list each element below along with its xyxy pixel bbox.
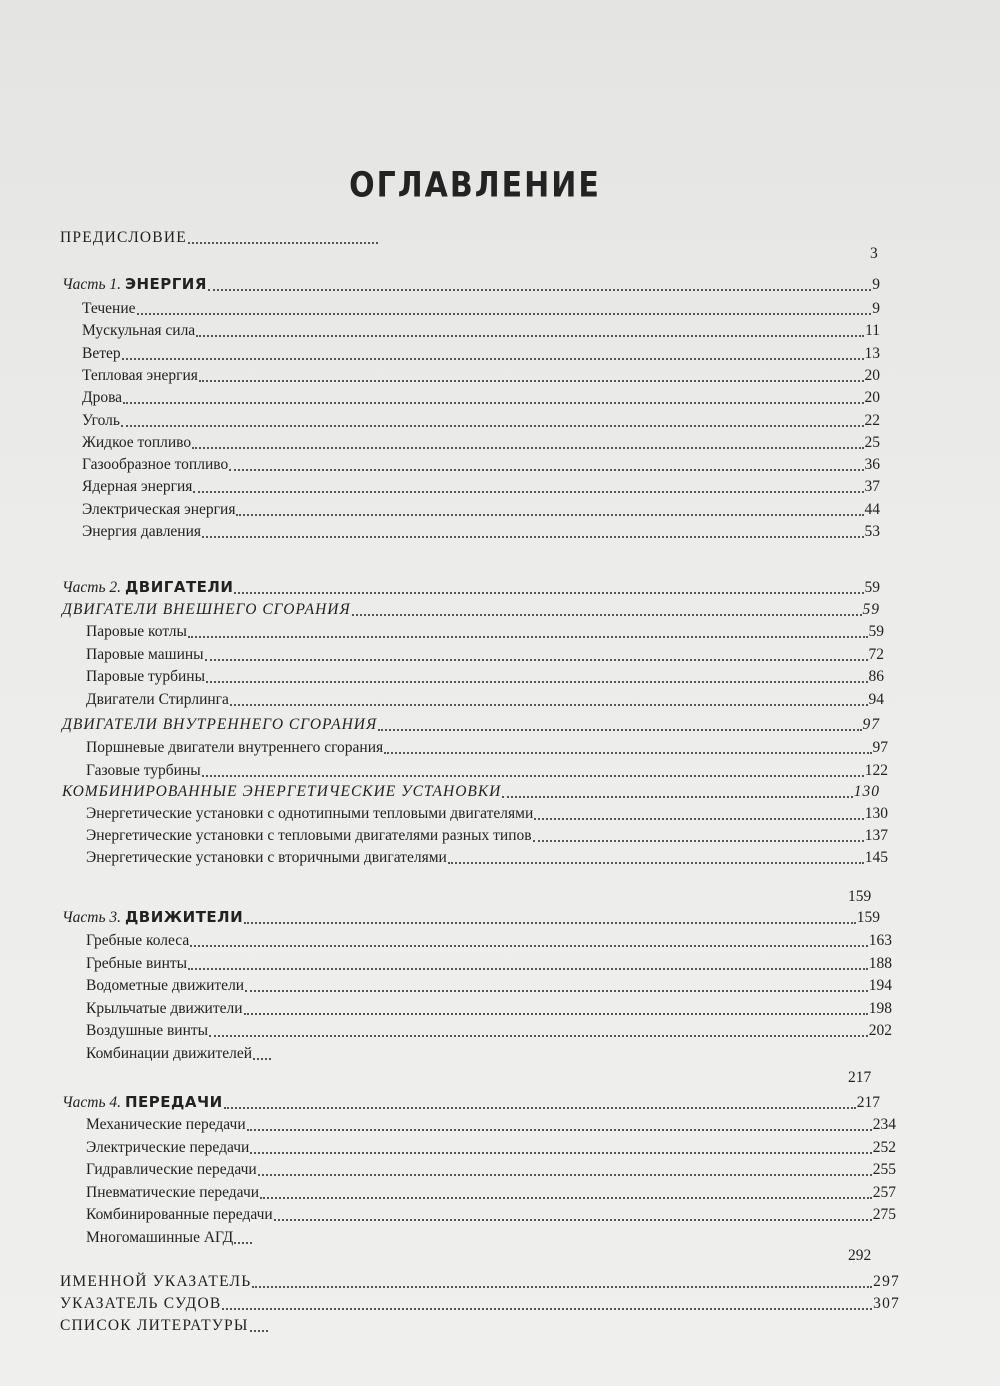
toc-label: Двигатели Стирлинга — [86, 690, 229, 708]
toc-page: 202 — [868, 1022, 892, 1039]
leader-dots — [209, 1034, 868, 1037]
toc-page: 20 — [864, 366, 880, 384]
toc-page: 25 — [864, 433, 880, 451]
toc-label: Газообразное топливо — [82, 456, 229, 474]
toc-page: 13 — [864, 344, 880, 362]
toc-entry — [82, 433, 880, 453]
leader-dots — [121, 424, 864, 427]
part-prefix: Часть 2. — [62, 579, 125, 596]
toc-label: Ветер — [82, 344, 121, 362]
toc-entry — [86, 645, 884, 665]
toc-entry — [86, 1138, 896, 1158]
toc-entry — [86, 738, 888, 758]
leader-dots — [245, 989, 868, 992]
toc-label: Жидкое топливо — [82, 433, 192, 451]
toc-page: 234 — [872, 1116, 896, 1133]
toc-entry — [86, 1228, 896, 1248]
leader-dots — [202, 535, 863, 538]
leader-dots — [253, 1057, 271, 1060]
toc-label: Паровые турбины — [86, 668, 206, 685]
toc-page: 59 — [864, 579, 880, 596]
toc-page: 94 — [868, 690, 884, 708]
toc-entry — [82, 299, 880, 319]
toc-section-combined — [62, 782, 880, 802]
toc-page: 59 — [868, 623, 884, 640]
toc-page: 130 — [853, 783, 880, 800]
toc-page: 257 — [872, 1183, 896, 1201]
toc-entry-preface — [60, 228, 880, 248]
toc-page: 86 — [868, 668, 884, 685]
toc-entry — [82, 477, 880, 497]
toc-entry — [86, 848, 888, 868]
part-name: ДВИЖИТЕЛИ — [124, 908, 244, 926]
leader-dots — [196, 334, 864, 337]
leader-dots — [448, 861, 864, 864]
leader-dots — [229, 468, 863, 471]
toc-entry — [86, 976, 892, 996]
toc-label: Крыльчатые движители — [86, 999, 243, 1017]
toc-label: ДВИГАТЕЛИ ВНУТРЕННЕГО СГОРАНИЯ — [62, 716, 378, 733]
toc-label: Воздушные винты — [86, 1022, 209, 1039]
leader-dots — [260, 1196, 872, 1199]
toc-page: 36 — [864, 456, 880, 474]
toc-label: Энергия давления — [82, 523, 202, 540]
toc-page: 255 — [872, 1161, 896, 1178]
toc-entry — [86, 1160, 896, 1180]
toc-entry — [86, 761, 888, 781]
toc-label: Энергетические установки с вторичными двигателями — [86, 849, 447, 866]
toc-label: Гребные колеса — [86, 932, 190, 949]
toc-entry — [86, 826, 888, 846]
toc-entry — [60, 1316, 900, 1336]
toc-entry — [86, 1021, 892, 1041]
toc-label: Паровые машины — [86, 645, 204, 663]
toc-page: 145 — [864, 849, 888, 866]
part-name: ДВИГАТЕЛИ — [124, 578, 234, 596]
toc-label: Тепловая энергия — [82, 366, 198, 384]
leader-dots — [222, 1307, 872, 1310]
toc-page: 137 — [864, 827, 888, 844]
toc-label: ИМЕННОЙ УКАЗАТЕЛЬ — [60, 1273, 252, 1290]
toc-part-1 — [62, 275, 880, 295]
leader-dots — [250, 1329, 268, 1332]
part-name: ЭНЕРГИЯ — [124, 275, 207, 293]
toc-entry — [60, 1272, 900, 1292]
toc-label: Уголь — [82, 411, 120, 429]
leader-dots — [352, 613, 862, 616]
toc-page: 159 — [856, 909, 880, 926]
toc-entry — [82, 500, 880, 520]
leader-dots — [190, 944, 868, 947]
toc-entry — [82, 321, 880, 341]
part-prefix: Часть 1. — [62, 276, 125, 293]
toc-part-2 — [62, 578, 880, 598]
toc-label: Газовые турбины — [86, 761, 201, 779]
toc-entry — [86, 667, 884, 687]
toc-label: Водометные движители — [86, 977, 245, 994]
toc-page: 297 — [873, 1273, 900, 1290]
leader-dots — [378, 728, 861, 731]
toc-page: 20 — [864, 389, 880, 407]
toc-entry — [86, 1115, 896, 1135]
toc-label: УКАЗАТЕЛЬ СУДОВ — [60, 1295, 222, 1312]
leader-dots — [188, 967, 868, 970]
toc-trailing-page: 217 — [848, 1069, 872, 1086]
toc-page: 9 — [872, 300, 880, 317]
toc-entry — [82, 344, 880, 364]
toc-label: Электрические передачи — [86, 1138, 250, 1156]
leader-dots — [236, 513, 863, 516]
toc-page: 163 — [868, 932, 892, 949]
part-name: ПЕРЕДАЧИ — [124, 1093, 223, 1111]
leader-dots — [274, 1218, 872, 1221]
toc-label: Поршневые двигатели внутреннего сгорания — [86, 739, 384, 756]
leader-dots — [502, 795, 852, 798]
leader-dots — [224, 1106, 856, 1109]
leader-dots — [534, 817, 863, 820]
toc-label: Комбинированные передачи — [86, 1206, 273, 1223]
toc-entry — [60, 1294, 900, 1314]
toc-label: Ядерная энергия — [82, 478, 193, 496]
leader-dots — [258, 1173, 872, 1176]
leader-dots — [250, 1151, 871, 1154]
leader-dots — [252, 1285, 872, 1288]
toc-page: 72 — [868, 645, 884, 663]
toc-label: ДВИГАТЕЛИ ВНЕШНЕГО СГОРАНИЯ — [62, 601, 351, 618]
toc-page: 194 — [868, 977, 892, 994]
leader-dots — [234, 591, 863, 594]
toc-label: Гидравлические передачи — [86, 1161, 257, 1178]
toc-entry — [86, 1205, 896, 1225]
toc-label: Мускульная сила — [82, 322, 196, 340]
toc-label: Гребные винты — [86, 954, 188, 972]
toc-page: 44 — [864, 500, 880, 518]
toc-page: 97 — [872, 739, 888, 756]
toc-trailing-page: 159 — [848, 888, 872, 905]
toc-entry — [82, 366, 880, 386]
toc-section-internal — [62, 715, 880, 735]
toc-label: Пневматические передачи — [86, 1183, 260, 1201]
part-prefix: Часть 4. — [62, 1094, 125, 1111]
toc-page: 198 — [868, 999, 892, 1017]
toc-label: Многомашинные АГД — [86, 1228, 234, 1246]
toc-entry — [82, 388, 880, 408]
toc-page: 11 — [865, 322, 880, 340]
leader-dots — [244, 921, 856, 924]
part-prefix: Часть 3. — [62, 909, 125, 926]
toc-page: 217 — [856, 1094, 880, 1111]
leader-dots — [244, 1012, 868, 1015]
toc-entry — [86, 1044, 892, 1064]
leader-dots — [192, 446, 863, 449]
toc-page: 307 — [873, 1295, 900, 1312]
toc-label: КОМБИНИРОВАННЫЕ ЭНЕРГЕТИЧЕСКИЕ УСТАНОВКИ — [62, 783, 502, 800]
toc-label: СПИСОК ЛИТЕРАТУРЫ — [60, 1317, 249, 1334]
toc-page: 188 — [868, 954, 892, 972]
leader-dots — [206, 680, 867, 683]
toc-label: Дрова — [82, 389, 123, 407]
toc-page-preface: 3 — [870, 245, 878, 262]
toc-label: Течение — [82, 300, 136, 317]
toc-label: Паровые котлы — [86, 623, 187, 640]
leader-dots — [230, 703, 868, 706]
toc-entry — [86, 1183, 896, 1203]
leader-dots — [188, 635, 868, 638]
toc-page: 130 — [864, 805, 888, 822]
toc-trailing-page: 292 — [848, 1247, 872, 1264]
toc-entry — [86, 622, 884, 642]
toc-label: ПРЕДИСЛОВИЕ — [60, 229, 187, 246]
toc-entry — [82, 411, 880, 431]
toc-page: 9 — [872, 276, 880, 293]
leader-dots — [199, 379, 864, 382]
leader-dots — [533, 839, 864, 842]
leader-dots — [208, 288, 871, 291]
toc-part-3 — [62, 908, 880, 928]
leader-dots — [193, 490, 863, 493]
toc-page: 97 — [862, 716, 880, 733]
leader-dots — [247, 1128, 872, 1131]
toc-entry — [86, 690, 884, 710]
toc-label: Комбинации движителей — [86, 1044, 253, 1062]
toc-entry — [82, 522, 880, 542]
leader-dots — [384, 751, 871, 754]
toc-page: 37 — [864, 478, 880, 496]
toc-label: Энергетические установки с однотипными тепловыми двигателями — [86, 805, 534, 822]
toc-page: 122 — [864, 761, 888, 779]
leader-dots — [234, 1241, 252, 1244]
toc-entry — [86, 999, 892, 1019]
leader-dots — [122, 357, 864, 360]
toc-entry — [86, 804, 888, 824]
leader-dots — [188, 241, 378, 244]
toc-label: Электрическая энергия — [82, 500, 236, 518]
leader-dots — [205, 658, 868, 661]
toc-label: Механические передачи — [86, 1116, 246, 1133]
toc-page: 53 — [864, 523, 880, 540]
toc-page: 252 — [872, 1138, 896, 1156]
toc-part-4 — [62, 1093, 880, 1113]
toc-entry — [86, 954, 892, 974]
toc-entry — [82, 455, 880, 475]
toc-page: 275 — [872, 1206, 896, 1223]
toc-section-external — [62, 600, 880, 620]
toc-page: 59 — [862, 601, 880, 618]
toc-entry — [86, 931, 892, 951]
leader-dots — [202, 774, 864, 777]
leader-dots — [123, 401, 863, 404]
toc-label: Энергетические установки с тепловыми двигателями разных типов — [86, 827, 532, 844]
leader-dots — [137, 312, 872, 315]
page-title: ОГЛАВЛЕНИЕ — [349, 165, 601, 206]
toc-page: 22 — [864, 411, 880, 429]
